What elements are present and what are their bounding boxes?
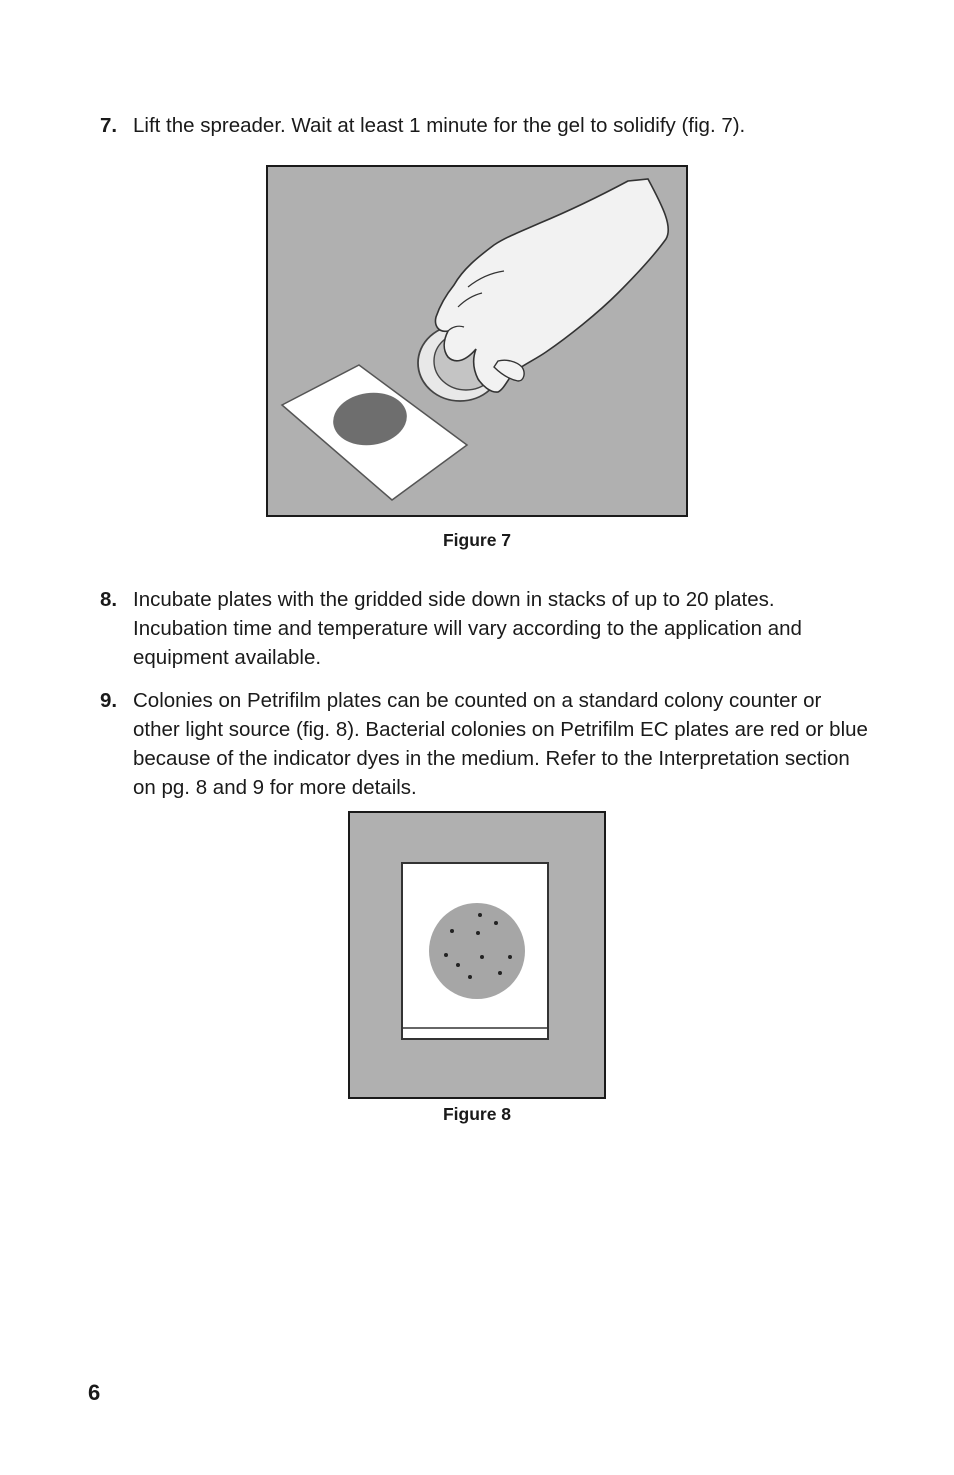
page-number: 6 [88,1380,101,1405]
figure-8-caption: Figure 8 [442,1104,512,1124]
spreader-hand-illustration [268,167,686,515]
figure-7-caption: Figure 7 [442,530,512,550]
step-number: 7. [100,114,118,137]
step-7 [100,111,870,140]
step-number: 8. [100,588,118,611]
figure-8-illustration [348,811,606,1099]
petrifilm-plate-illustration [350,813,604,1097]
step-9 [100,686,870,802]
figure-7-illustration [266,165,688,517]
step-text: Lift the spreader. Wait at least 1 minute for the gel to solidify (fig. 7). [133,114,746,137]
step-text: Colonies on Petrifilm plates can be counted on a standard colony counter or other light source (fig. 8). Bacterial colonies on Petrifilm EC plates are red or blue because of the indicator dyes in the medium. Refer to the Interpretation section on pg. 8 and 9 for more details. [133,689,868,799]
step-text: Incubate plates with the gridded side down in stacks of up to 20 plates. Incubation time and temperature will vary according to the application and equipment available. [133,588,802,669]
step-number: 9. [100,689,118,712]
step-8 [100,585,870,672]
